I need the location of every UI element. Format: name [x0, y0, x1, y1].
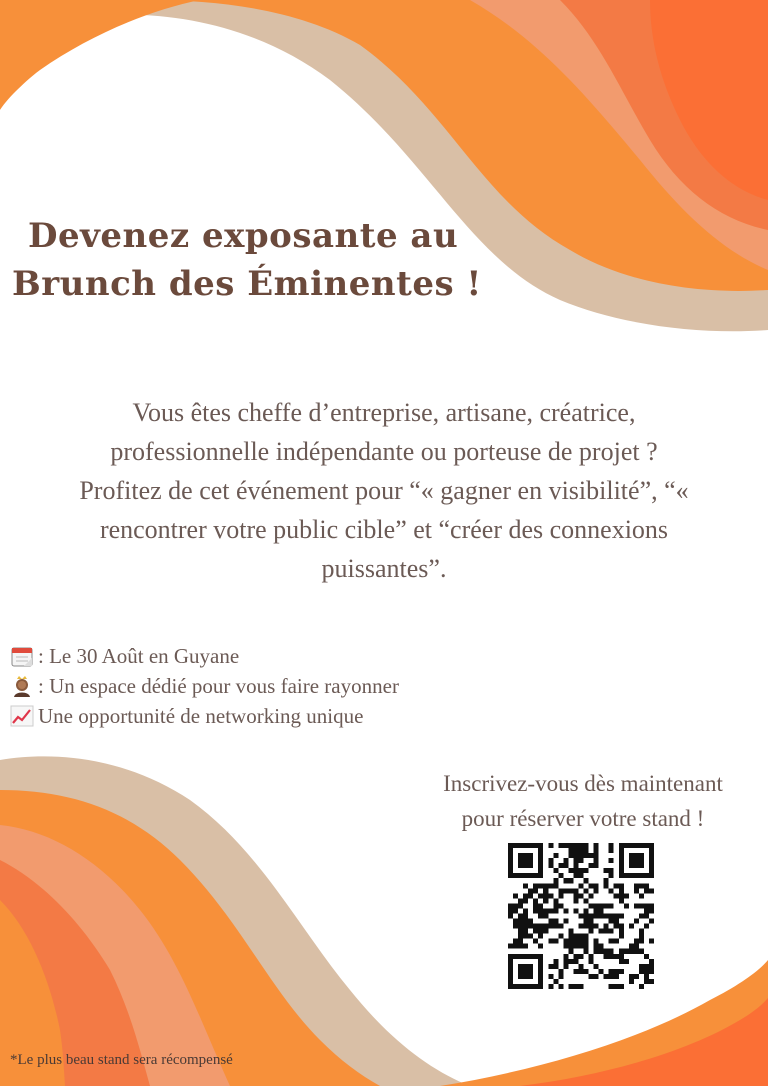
page-title: [12, 212, 572, 308]
bullet-text: : Un espace dédié pour vous faire rayonner: [38, 674, 399, 698]
feature-list: [10, 641, 530, 731]
cta-line: pour réserver votre stand !: [461, 806, 705, 831]
list-item: [10, 701, 530, 731]
bullet-text: : Le 30 Août en Guyane: [38, 644, 240, 668]
title-line-2: Brunch des Éminentes !: [12, 264, 482, 304]
cta-line: Inscrivez-vous dès maintenant: [443, 771, 723, 796]
intro-line: Profitez de cet événement pour “« gagner en visibilité”, “«: [79, 476, 689, 505]
intro-paragraph: [20, 393, 748, 588]
qr-code-image: [508, 843, 654, 989]
qr-finder-pattern: [619, 843, 654, 878]
bullet-text: Une opportunité de networking unique: [38, 704, 364, 728]
intro-line: puissantes”.: [321, 554, 447, 583]
queen-icon: [10, 675, 34, 697]
chart-increasing-icon: [10, 705, 34, 727]
calendar-icon: [10, 645, 34, 667]
title-line-1: Devenez exposante au: [28, 216, 459, 256]
footnote: *Le plus beau stand sera récompensé: [10, 1052, 233, 1068]
list-item: [10, 641, 530, 671]
intro-line: professionnelle indépendante ou porteuse de projet ?: [110, 437, 658, 466]
qr-finder-pattern: [508, 843, 543, 878]
intro-line: rencontrer votre public cible” et “créer des connexions: [99, 515, 669, 544]
qr-code[interactable]: [508, 843, 654, 989]
call-to-action: [400, 766, 766, 836]
intro-line: Vous êtes cheffe d’entreprise, artisane, créatrice,: [132, 398, 636, 427]
qr-finder-pattern: [508, 954, 543, 989]
list-item: [10, 671, 530, 701]
